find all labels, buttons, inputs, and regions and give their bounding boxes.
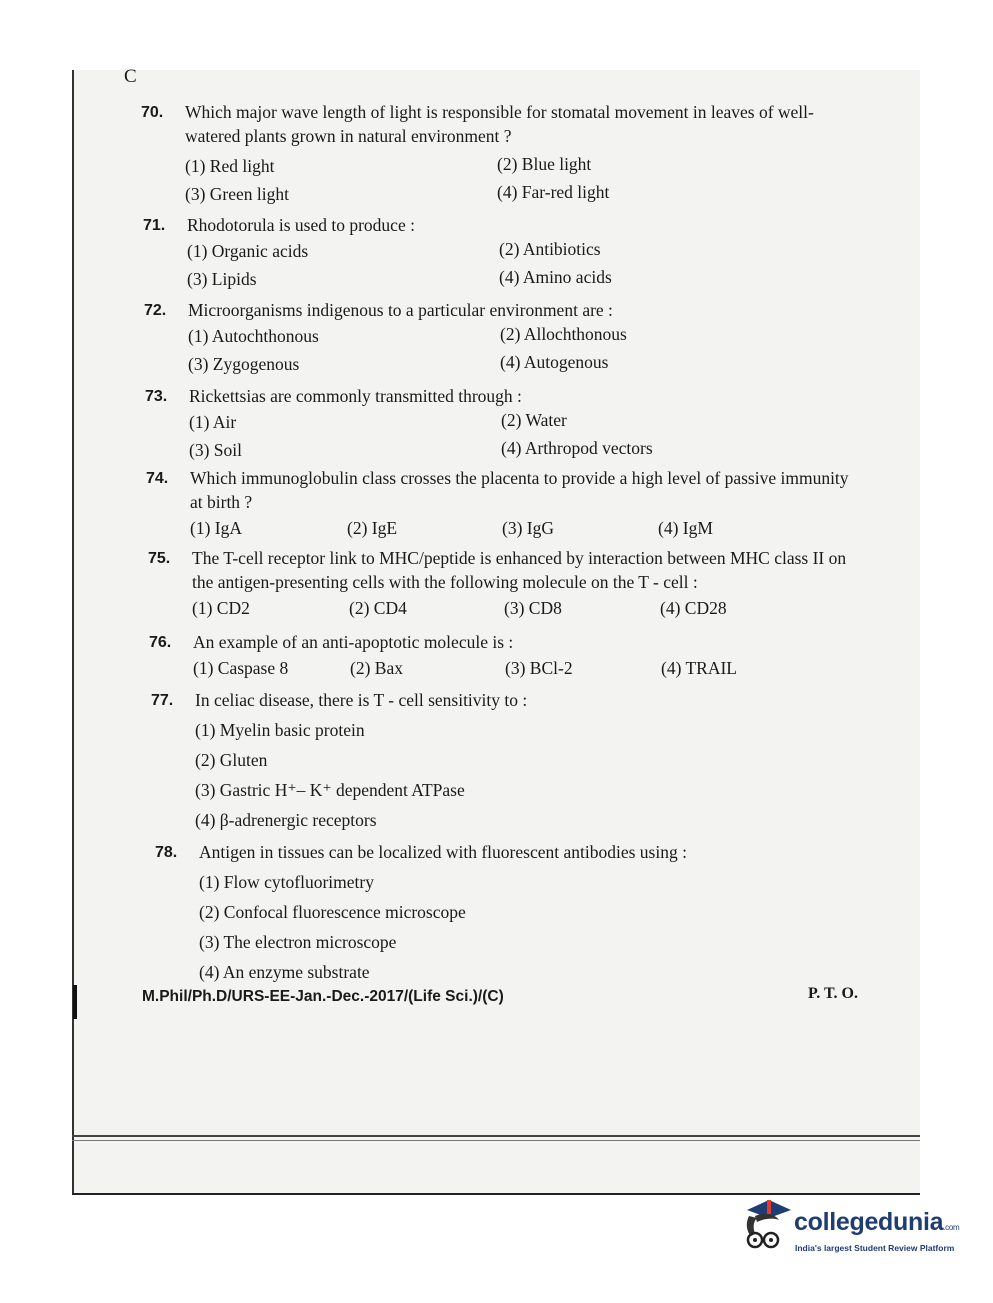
question-number: 77. <box>151 692 174 709</box>
option[interactable]: (1) Autochthonous <box>188 326 319 346</box>
option[interactable]: (3) The electron microscope <box>199 932 397 952</box>
option[interactable]: (4) IgM <box>658 518 713 538</box>
option[interactable]: (1) Flow cytofluorimetry <box>199 872 374 892</box>
question-stem: Rhodotorula is used to produce : <box>187 215 415 235</box>
question <box>144 298 888 378</box>
question <box>145 384 889 464</box>
option[interactable]: (3) Soil <box>189 440 242 460</box>
option[interactable]: (3) BCl-2 <box>505 658 573 678</box>
binding-mark <box>73 985 77 1019</box>
logo-tagline: India's largest Student Review Platform <box>795 1243 955 1253</box>
student-mascot-icon <box>735 1196 793 1258</box>
question-stem: In celiac disease, there is T - cell sensitivity to : <box>195 690 528 710</box>
option[interactable]: (2) Water <box>501 410 567 430</box>
pto-note: P. T. O. <box>808 985 858 1002</box>
option[interactable]: (4) An enzyme substrate <box>199 962 370 982</box>
question-stem: Microorganisms indigenous to a particular environment are : <box>188 300 613 320</box>
question-number: 78. <box>155 844 178 861</box>
option[interactable]: (2) Allochthonous <box>500 324 627 344</box>
question <box>151 688 895 832</box>
option[interactable]: (4) Far-red light <box>497 182 610 202</box>
options-grid <box>187 237 887 293</box>
option[interactable]: (2) CD4 <box>349 598 407 618</box>
option[interactable]: (4) β-adrenergic receptors <box>195 810 377 830</box>
question-number: 73. <box>145 388 168 405</box>
question-stem: An example of an anti-apoptotic molecule is : <box>193 632 514 652</box>
question-stem: Which major wave length of light is responsible for stomatal movement in leaves of well-watered plants grown in natural environment ? <box>185 102 814 146</box>
option[interactable]: (1) Myelin basic protein <box>195 720 365 740</box>
option[interactable]: (1) Red light <box>185 156 275 176</box>
option[interactable]: (3) Zygogenous <box>188 354 300 374</box>
option[interactable]: (3) IgG <box>502 518 554 538</box>
options-list <box>199 870 899 984</box>
options-row <box>190 514 852 542</box>
question <box>146 466 852 542</box>
option[interactable]: (4) TRAIL <box>661 658 737 678</box>
question-stem: Rickettsias are commonly transmitted through : <box>189 386 522 406</box>
question-stem: Which immunoglobulin class crosses the placenta to provide a high level of passive immunity at birth ? <box>190 468 849 512</box>
collegedunia-logo[interactable] <box>735 1196 965 1266</box>
question <box>155 840 899 984</box>
options-list <box>195 718 895 832</box>
option[interactable]: (3) Lipids <box>187 269 257 289</box>
question-stem: The T-cell receptor link to MHC/peptide is enhanced by interaction between MHC class II on the antigen-presenting cells with the following molecule on the T - cell : <box>192 548 847 592</box>
options-grid <box>188 322 888 378</box>
question <box>148 546 854 622</box>
option[interactable]: (2) Bax <box>350 658 403 678</box>
option[interactable]: (4) CD28 <box>660 598 727 618</box>
option[interactable]: (3) Gastric H⁺– K⁺ dependent ATPase <box>195 780 465 800</box>
option[interactable]: (2) Antibiotics <box>499 239 601 259</box>
logo-wordmark: collegedunia.com <box>794 1208 960 1236</box>
question <box>149 630 893 682</box>
question <box>143 213 887 293</box>
option[interactable]: (1) Organic acids <box>187 241 309 261</box>
section-letter: C <box>124 66 137 87</box>
option[interactable]: (4) Amino acids <box>499 267 612 287</box>
question-number: 76. <box>149 634 172 651</box>
options-row <box>192 594 854 622</box>
option[interactable]: (3) CD8 <box>504 598 562 618</box>
option[interactable]: (3) Green light <box>185 184 289 204</box>
option[interactable]: (4) Arthropod vectors <box>501 438 653 458</box>
option[interactable]: (1) Caspase 8 <box>193 658 289 678</box>
question-stem: Antigen in tissues can be localized with fluorescent antibodies using : <box>199 842 687 862</box>
question-number: 71. <box>143 217 166 234</box>
option[interactable]: (4) Autogenous <box>500 352 609 372</box>
page-divider <box>72 1135 920 1137</box>
question-number: 74. <box>146 470 169 487</box>
options-row <box>193 654 893 682</box>
options-grid <box>189 408 889 464</box>
page-divider-thin <box>72 1140 920 1141</box>
paper-code: M.Phil/Ph.D/URS-EE-Jan.-Dec.-2017/(Life Sci.)/(C) <box>142 988 504 1005</box>
question-number: 72. <box>144 302 167 319</box>
options-grid <box>185 152 845 208</box>
option[interactable]: (1) IgA <box>190 518 242 538</box>
option[interactable]: (1) CD2 <box>192 598 250 618</box>
option[interactable]: (1) Air <box>189 412 237 432</box>
question-number: 75. <box>148 550 171 567</box>
question <box>141 100 845 208</box>
question-number: 70. <box>141 104 164 121</box>
option[interactable]: (2) Blue light <box>497 154 592 174</box>
option[interactable]: (2) Gluten <box>195 750 268 770</box>
page-left-edge <box>72 70 74 1193</box>
option[interactable]: (2) IgE <box>347 518 398 538</box>
option[interactable]: (2) Confocal fluorescence microscope <box>199 902 466 922</box>
